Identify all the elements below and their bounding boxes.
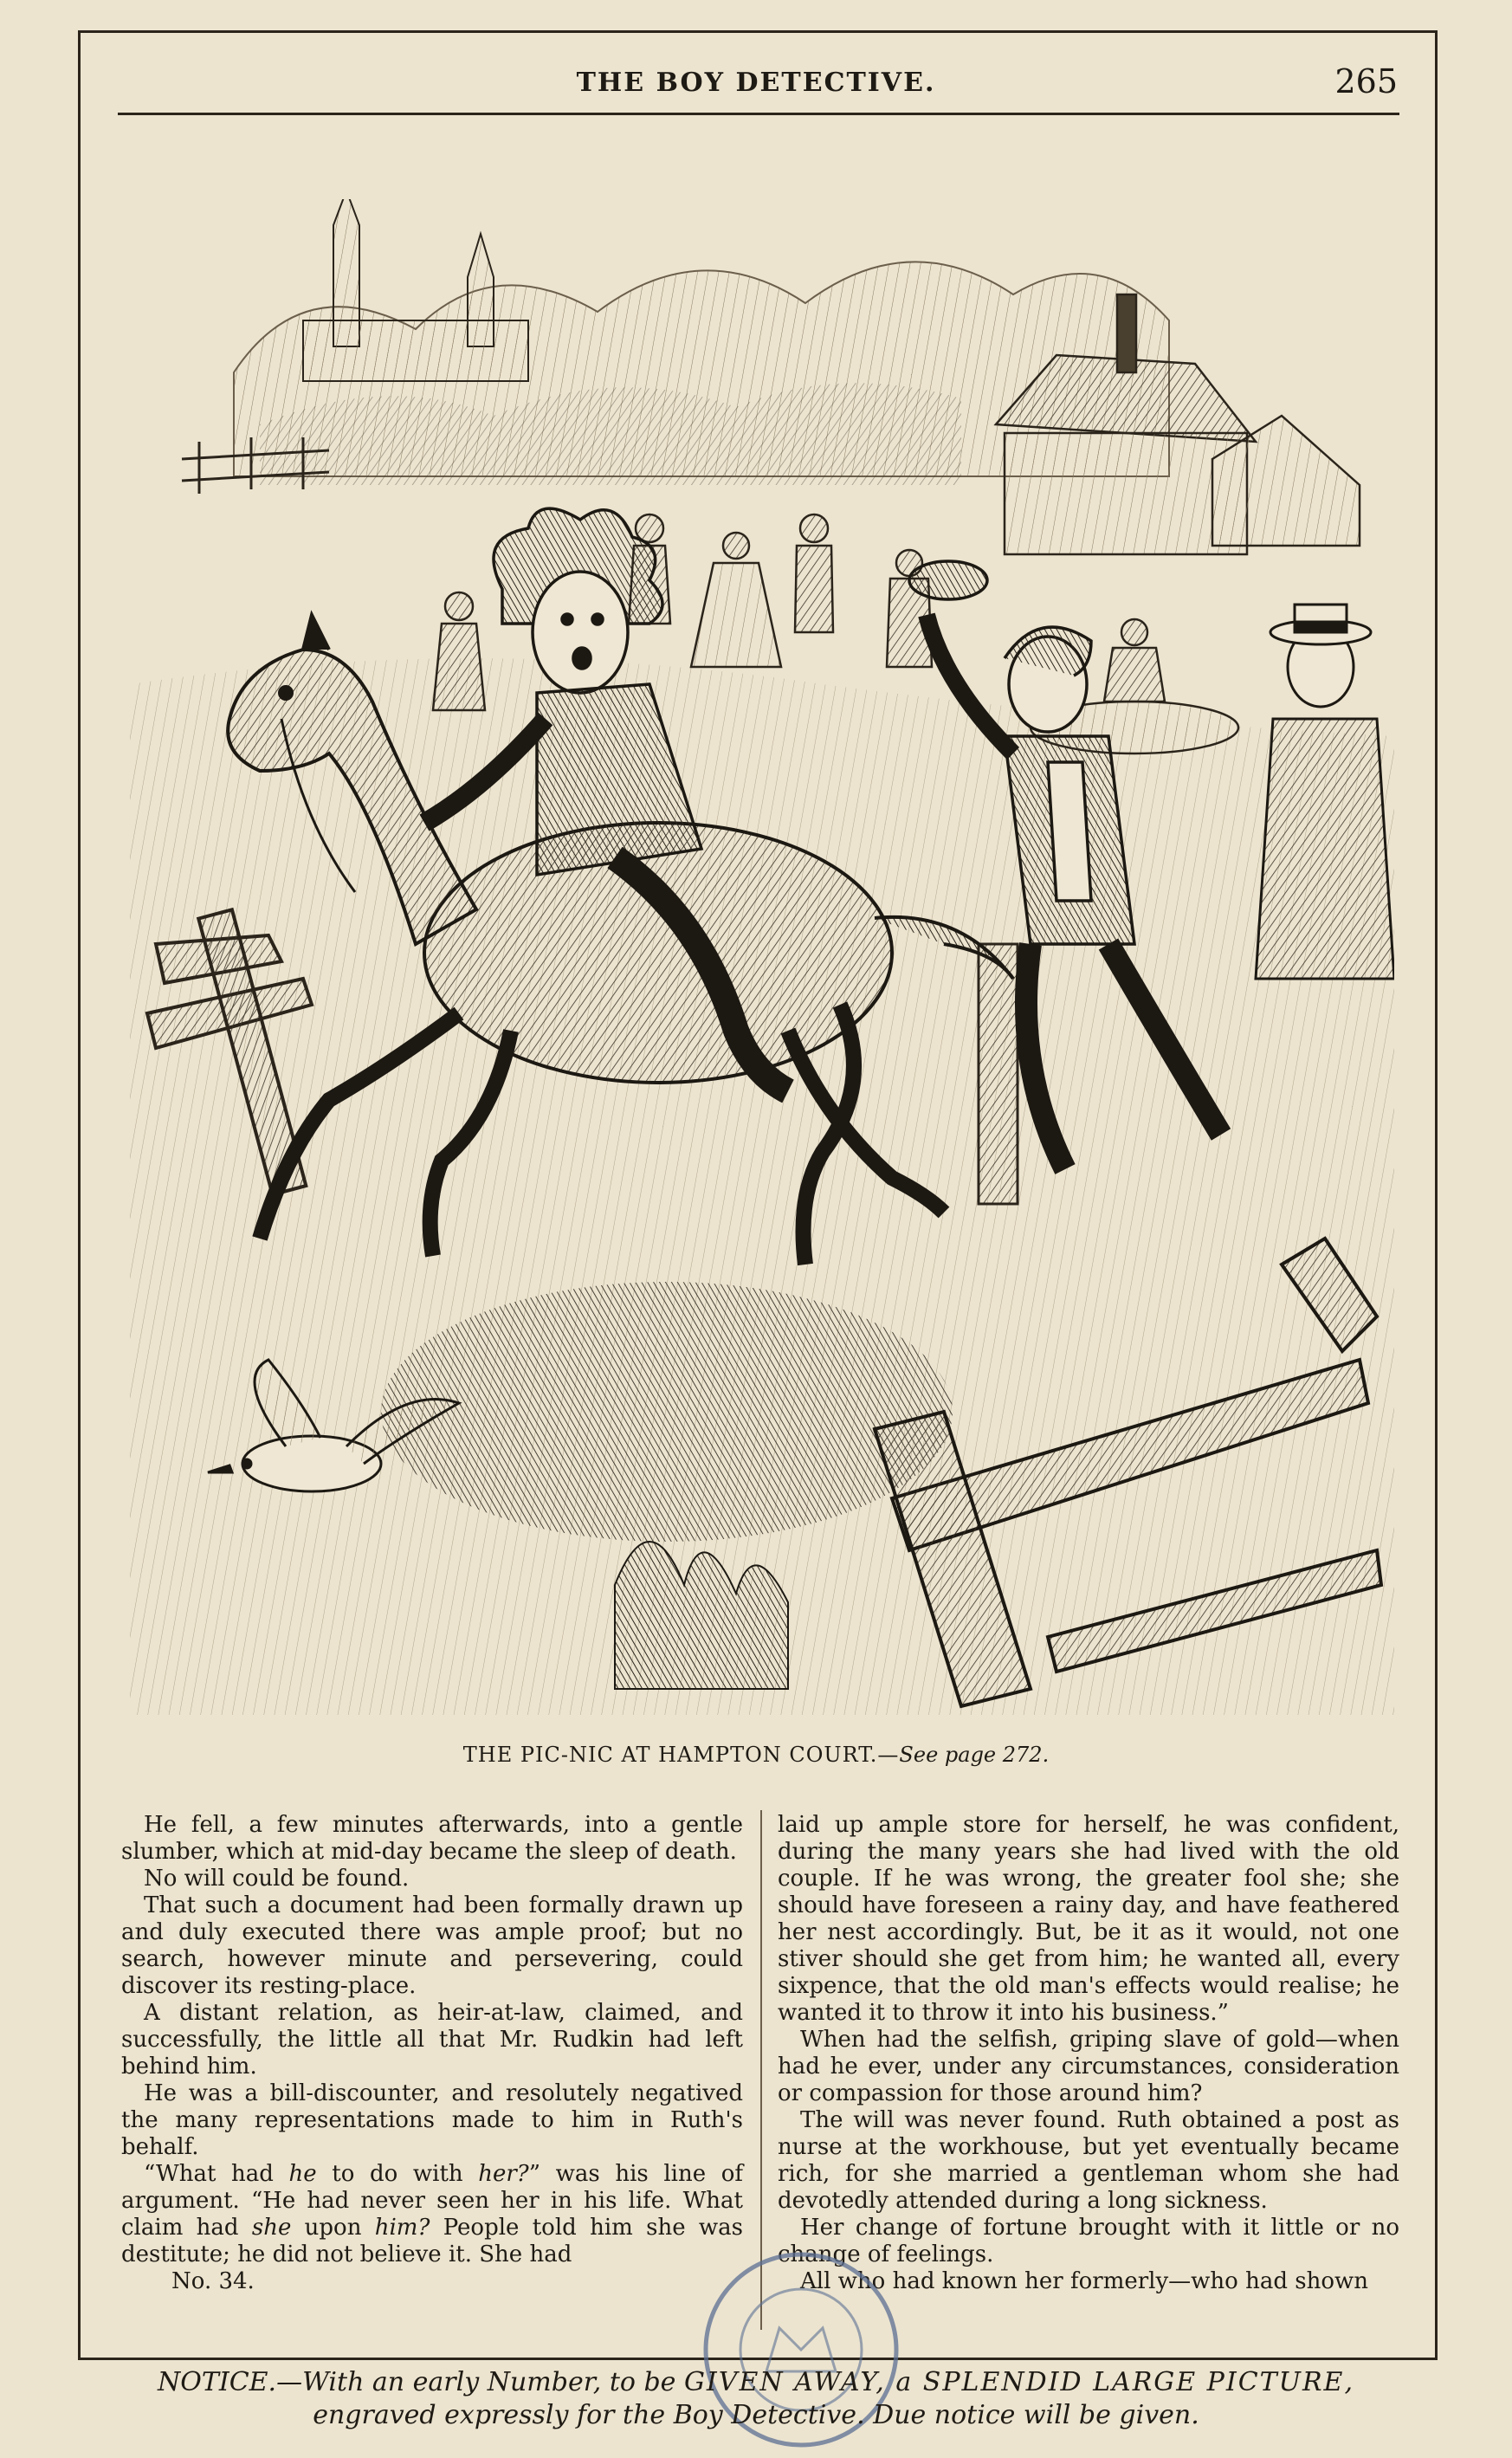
caption-title: THE PIC-NIC AT HAMPTON COURT.— xyxy=(462,1743,900,1767)
paragraph: All who had known her formerly—who had shown xyxy=(800,2268,1368,2294)
paragraph: No will could be found. xyxy=(144,1866,410,1892)
paragraph: That such a document had been formally drawn up and duly executed there was ample proof; but no search, however minute and persevering, could discover its resting-place. xyxy=(121,1892,743,1999)
ground xyxy=(130,658,1394,1715)
paragraph: When had the selfish, griping slave of gold—when had he ever, under any circumstances, consideration or compassion for those around him? xyxy=(778,2027,1399,2106)
footer-notice: NOTICE.—With an early Number, to be GIVEN AWAY, a SPLENDID LARGE PICTURE, engraved expressly for the Boy Detective. Due notice will be given. xyxy=(0,2366,1512,2432)
fence-post xyxy=(979,944,1018,1204)
issue-number: No. 34. xyxy=(171,2268,255,2294)
church-spires xyxy=(303,199,528,381)
shadow-ground xyxy=(381,1282,953,1542)
paragraph: Her change of fortune brought with it little or no change of feelings. xyxy=(778,2215,1399,2267)
paragraph: The will was never found. Ruth obtained a post as nurse at the workhouse, but yet eventually became rich, for she married a gentleman whom she had devotedly attended during a long sickness. xyxy=(778,2107,1399,2214)
boy-with-straw-hat xyxy=(1256,605,1394,979)
running-title: THE BOY DETECTIVE. xyxy=(576,68,936,98)
paragraph: “What had he to do with her?” was his line of argument. “He had never seen her in his life. What claim had she upon him? People told him she was destitute; he did not believe it. She had xyxy=(121,2161,743,2267)
notice-line-2: engraved expressly for the Boy Detective. Due notice will be given. xyxy=(313,2400,1199,2430)
page-number: 265 xyxy=(1334,62,1398,100)
paragraph: He was a bill-discounter, and resolutely negatived the many representations made to him in Ruth's behalf. xyxy=(121,2080,743,2160)
paragraph: A distant relation, as heir-at-law, claimed, and successfully, the little all that Mr. Rudkin had left behind him. xyxy=(121,2000,743,2080)
header-rule xyxy=(118,113,1399,115)
right-column xyxy=(778,1812,1399,2295)
paragraph: laid up ample store for herself, he was confident, during the many years she had lived with the old couple. If he was wrong, the greater fool she; she should have foreseen a rainy day, and have feathered her nest accordingly. But, be it as it would, not one stiver should she get from him; he wanted all, every sixpence, that the old man's effects would realise; he wanted it to throw it into his business.” xyxy=(778,1812,1399,2026)
illustration-caption xyxy=(0,1743,1512,1767)
paragraph: He fell, a few minutes afterwards, into a gentle slumber, which at mid-day became the sleep of death. xyxy=(121,1812,743,1865)
notice-label: NOTICE. xyxy=(158,2367,277,2397)
caption-see-page: See page 272. xyxy=(899,1743,1050,1767)
engraving-illustration xyxy=(130,199,1394,1715)
left-column xyxy=(121,1812,743,2295)
